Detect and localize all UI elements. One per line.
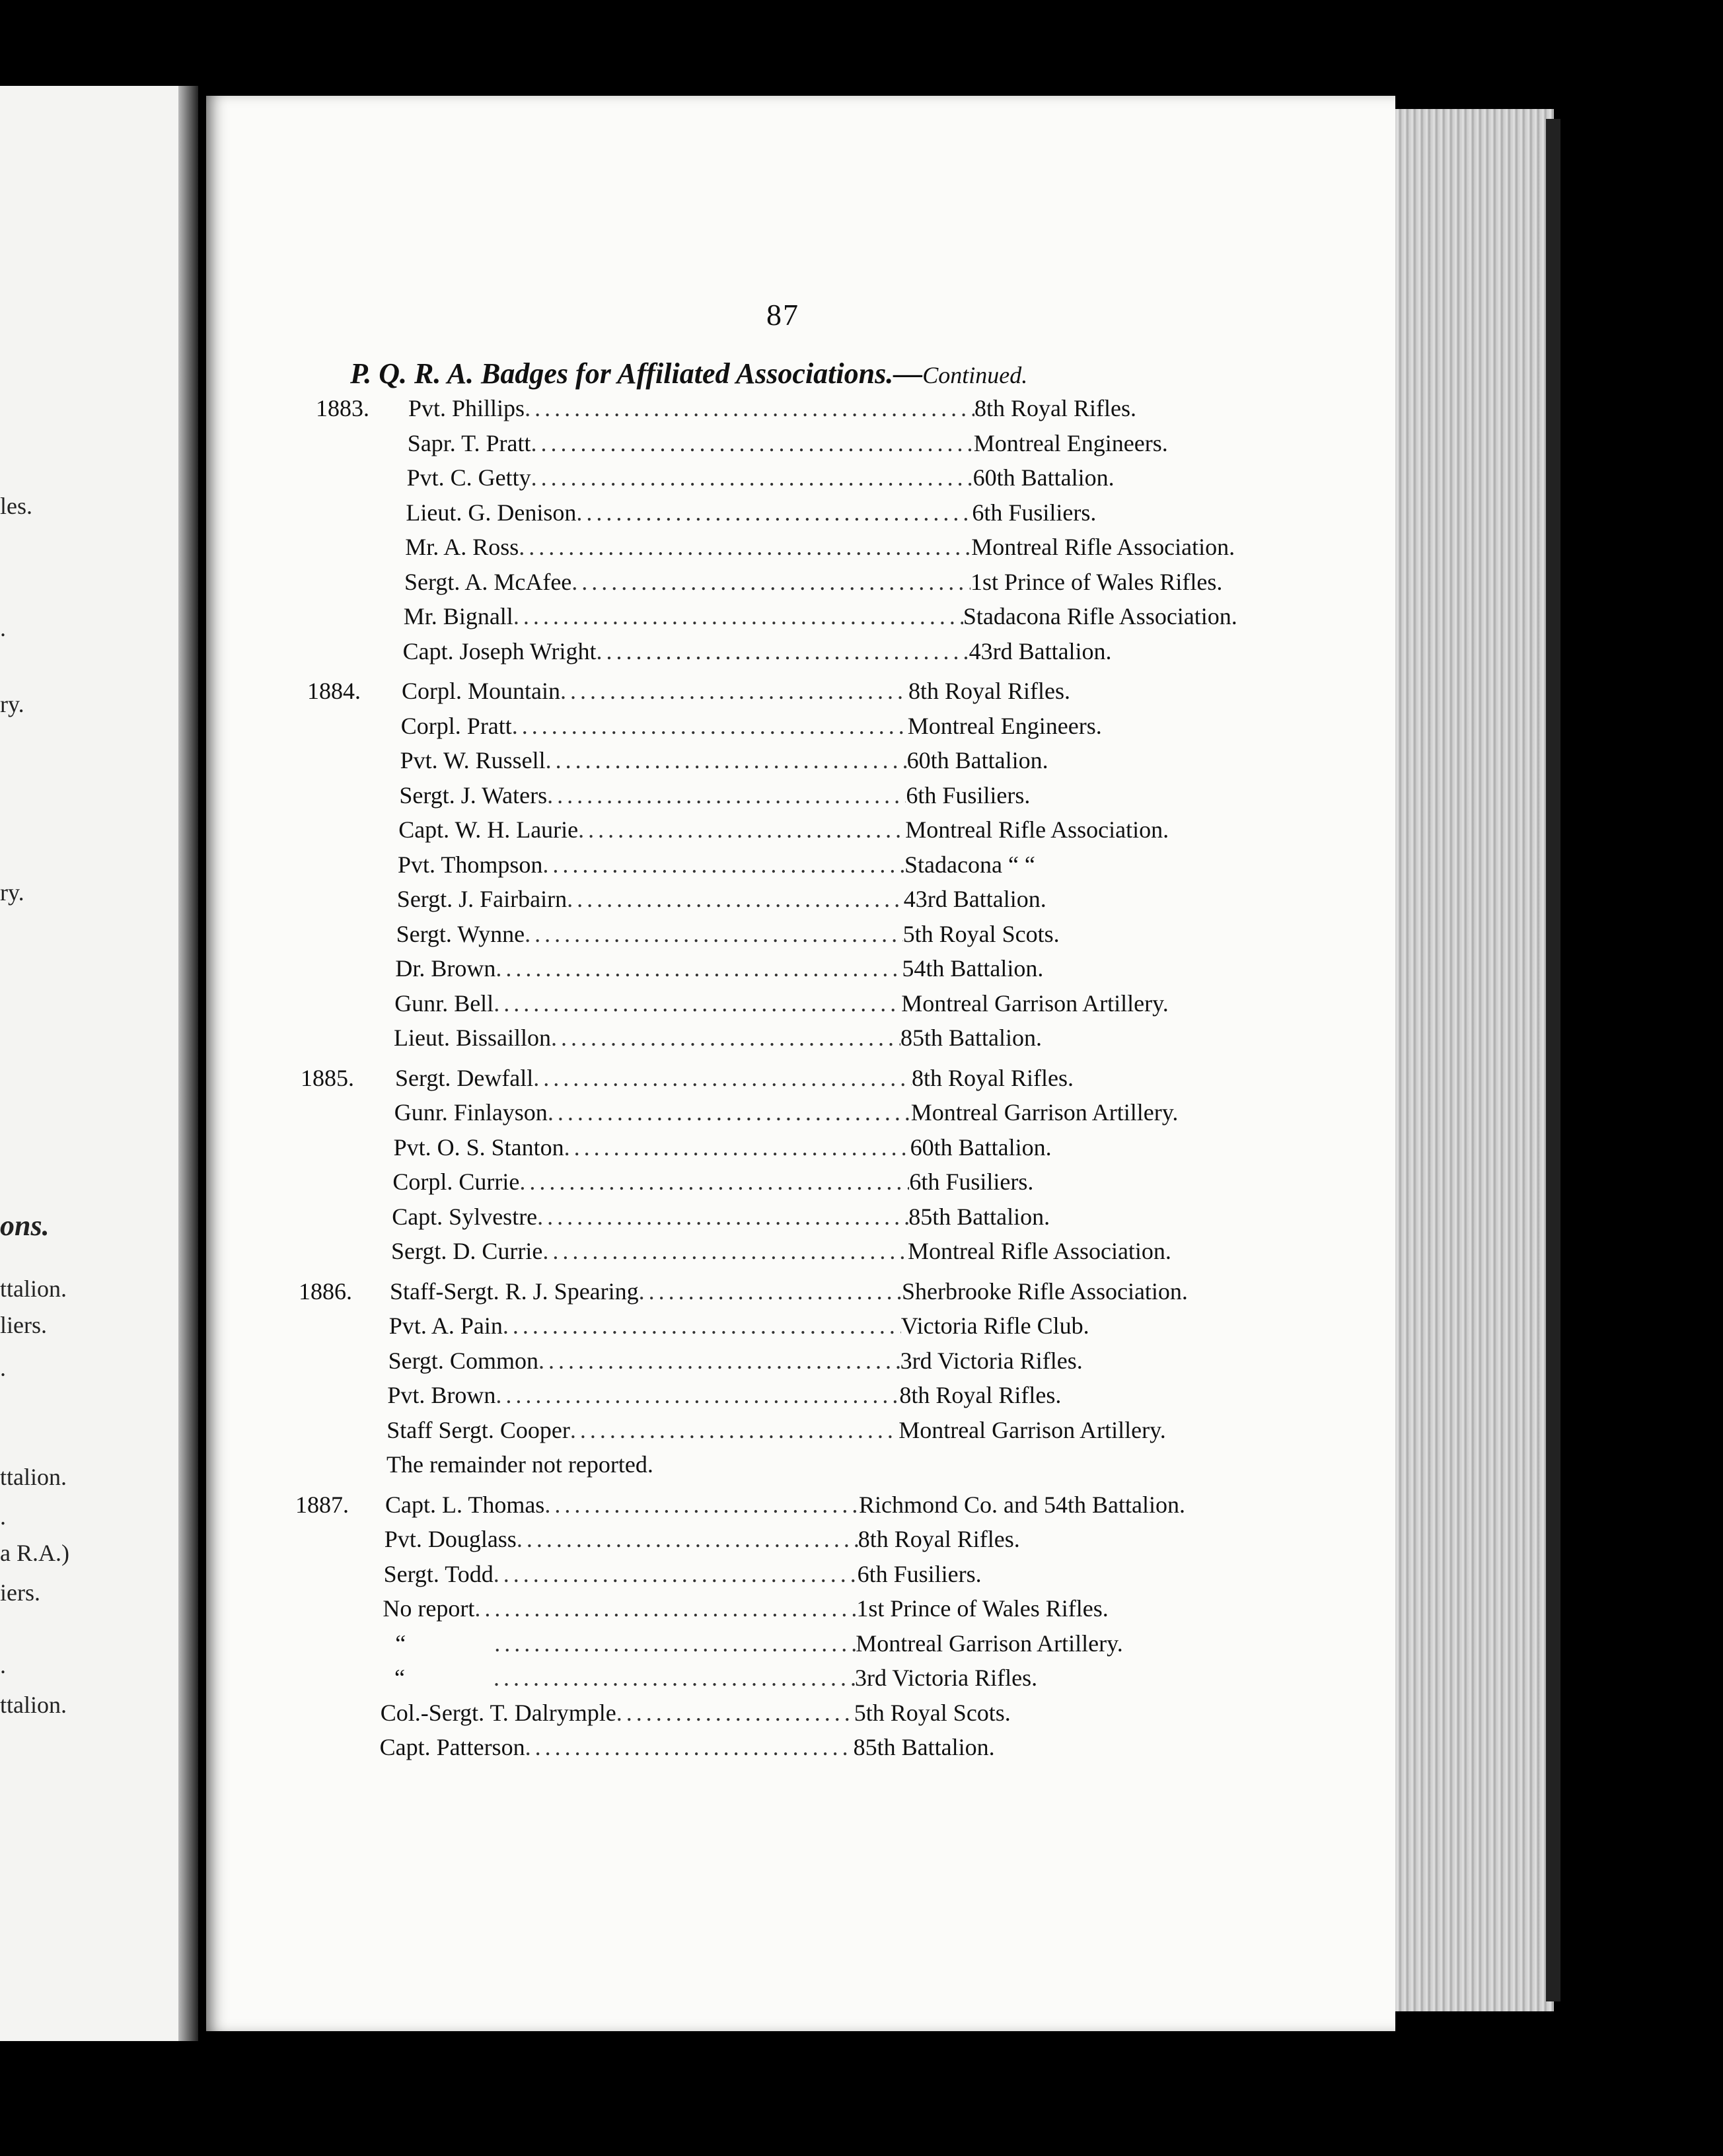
unit-name: Montreal Rifle Association. [971, 534, 1235, 560]
dot-leader [525, 1733, 854, 1761]
recipient-name: Sergt. J. Waters [399, 781, 548, 808]
dot-leader [596, 637, 969, 665]
year-label: 1886. [299, 1277, 352, 1305]
left-page-fragment: . [0, 1652, 6, 1678]
unit-name: 5th Royal Scots. [854, 1699, 1011, 1726]
book-cover-edge [1546, 119, 1560, 2001]
badge-entry [404, 568, 1238, 596]
dot-leader [548, 1098, 911, 1126]
unit-name: 8th Royal Rifles. [858, 1526, 1020, 1552]
dot-leader [537, 1203, 908, 1231]
dot-leader [542, 1237, 908, 1265]
recipient-name: Lieut. Bissaillon [394, 1024, 551, 1051]
dot-leader [517, 1525, 858, 1553]
recipient-name: Capt. L. Thomas [385, 1491, 545, 1518]
badge-entry [397, 885, 1237, 913]
recipient-name: No report [383, 1595, 475, 1622]
left-page-fragment: les. [0, 493, 32, 519]
page-number: 87 [766, 298, 799, 332]
dot-leader [547, 781, 906, 809]
dot-leader [519, 533, 971, 561]
dot-leader [571, 568, 971, 596]
recipient-name: Capt. Sylvestre [392, 1203, 538, 1230]
badge-entry [406, 499, 1239, 526]
unit-name: Montreal Engineers. [973, 429, 1168, 456]
badge-entry [388, 1347, 1241, 1375]
recipient-name: Mr. A. Ross [405, 534, 519, 560]
badge-entry [398, 851, 1238, 879]
unit-name: 8th Royal Rifles. [908, 678, 1070, 704]
recipient-name: Lieut. G. Denison [406, 499, 577, 526]
badge-entry [385, 1491, 1242, 1519]
badge-entry [400, 746, 1241, 774]
left-page [0, 86, 198, 2041]
badge-entry [394, 989, 1235, 1017]
unit-name: 8th Royal Rifles. [912, 1064, 1074, 1091]
badge-entry [401, 712, 1241, 740]
badge-entry [408, 394, 1242, 422]
left-page-fragment: a R.A.) [0, 1540, 69, 1566]
heading-title: P. Q. R. A. Badges for Affiliated Associations.— [350, 357, 923, 390]
dot-leader [495, 1381, 899, 1409]
recipient-name: Sergt. J. Fairbairn [396, 886, 568, 912]
recipient-name: Corpl. Pratt [400, 712, 512, 739]
badge-entry [395, 1064, 1242, 1092]
recipient-name: Staff-Sergt. R. J. Spearing [390, 1277, 639, 1305]
recipient-name: Gunr. Bell [394, 989, 494, 1017]
unit-name: Sherbrooke Rifle Association. [902, 1277, 1188, 1305]
unit-name: 85th Battalion. [853, 1734, 995, 1760]
recipient-name: Sergt. D. Currie [391, 1238, 543, 1264]
recipient-name: Corpl. Currie [392, 1168, 520, 1195]
unit-name: 54th Battalion. [902, 955, 1044, 982]
dot-leader [525, 920, 903, 948]
badge-entry [387, 1381, 1239, 1409]
unit-name: Montreal Garrison Artillery. [856, 1630, 1123, 1657]
unit-name: 3rd Victoria Rifles. [900, 1347, 1083, 1374]
badge-entry [385, 1525, 1241, 1553]
unit-name: 6th Fusiliers. [906, 781, 1031, 808]
unit-name: Montreal Garrison Artillery. [898, 1416, 1166, 1443]
dot-leader [616, 1699, 854, 1727]
badge-entry [394, 1024, 1234, 1052]
recipient-name: Sergt. Todd [383, 1560, 494, 1587]
dot-leader [564, 1133, 910, 1161]
recipient-name: Pvt. Phillips [408, 395, 525, 421]
unit-name: 5th Royal Scots. [902, 920, 1060, 947]
remainder-note: The remainder not reported. [386, 1451, 653, 1478]
dot-leader [503, 1312, 901, 1340]
unit-name: 6th Fusiliers. [972, 499, 1097, 526]
recipient-name: Staff Sergt. Cooper [386, 1416, 570, 1443]
badge-entry [382, 1630, 1239, 1657]
recipient-name: Sergt. Common [388, 1347, 538, 1374]
dot-leader [494, 1560, 858, 1588]
recipient-name: Pvt. A. Pain [388, 1312, 503, 1339]
unit-name: 43rd Battalion. [903, 886, 1046, 912]
badge-entry [405, 533, 1239, 561]
badge-entry [392, 1203, 1239, 1231]
recipient-name: Capt. W. H. Laurie [398, 816, 579, 843]
dot-leader [639, 1277, 902, 1305]
badge-entry [380, 1733, 1237, 1761]
badge-entry [386, 1416, 1239, 1444]
unit-name: Montreal Rifle Association. [908, 1238, 1171, 1264]
year-label: 1884. [307, 678, 361, 704]
dot-leader [567, 885, 904, 913]
badge-entry [381, 1699, 1237, 1727]
recipient-name: “ [394, 1665, 405, 1691]
unit-name: 8th Royal Rifles. [974, 395, 1136, 421]
page-fore-edge [1395, 109, 1554, 2011]
recipient-name: Dr. Brown [395, 955, 496, 982]
recipient-name: “ [395, 1630, 406, 1657]
recipient-name: Sergt. Wynne [396, 920, 525, 947]
unit-name: Montreal Engineers. [907, 712, 1102, 739]
left-page-fragment: ry. [0, 879, 24, 906]
badge-entry [390, 1277, 1242, 1305]
unit-name: Stadacona “ “ [904, 851, 1035, 878]
year-label: 1887. [295, 1491, 349, 1518]
recipient-name: Mr. Bignall [403, 603, 513, 629]
left-page-fragment: ttalion. [0, 1692, 67, 1718]
recipient-name: Pvt. Thompson [398, 851, 543, 878]
left-page-fragment: . [0, 1355, 6, 1381]
left-gutter [178, 86, 198, 2041]
unit-name: Montreal Garrison Artillery. [910, 1099, 1179, 1126]
dot-leader [578, 816, 905, 844]
unit-name: 3rd Victoria Rifles. [855, 1665, 1038, 1691]
dot-leader [531, 429, 973, 457]
dot-leader [531, 464, 973, 491]
unit-name: Montreal Garrison Artillery. [901, 989, 1169, 1017]
badge-entry [394, 1133, 1241, 1161]
recipient-name: Pvt. C. Getty [406, 464, 531, 491]
unit-name: Stadacona Rifle Association. [963, 603, 1237, 629]
recipient-name: Sapr. T. Pratt [407, 429, 531, 456]
unit-name: 6th Fusiliers. [857, 1560, 982, 1587]
dot-leader [544, 1491, 859, 1519]
unit-name: 85th Battalion. [908, 1203, 1050, 1230]
dot-leader [560, 677, 908, 705]
recipient-name: Sergt. A. McAfee [404, 568, 572, 595]
dot-leader [494, 1630, 856, 1657]
badge-entry [383, 1595, 1239, 1622]
dot-leader [519, 1168, 909, 1196]
recipient-name: Corpl. Mountain [402, 678, 560, 704]
dot-leader [576, 499, 972, 526]
dot-leader [512, 712, 908, 740]
dot-leader [551, 1024, 900, 1052]
badge-entry [389, 1312, 1241, 1340]
left-page-fragment: ons. [0, 1209, 50, 1242]
unit-name: 60th Battalion. [906, 747, 1048, 773]
badge-entry [394, 1098, 1241, 1126]
left-page-fragment: ttalion. [0, 1276, 67, 1302]
dot-leader [525, 394, 974, 422]
left-page-fragment: liers. [0, 1312, 47, 1338]
dot-leader [513, 602, 963, 630]
recipient-name: Capt. Patterson [379, 1734, 525, 1760]
badge-entry [402, 677, 1242, 705]
recipient-name: Sergt. Dewfall [395, 1064, 534, 1091]
left-page-fragment: ry. [0, 691, 24, 717]
section-heading [350, 357, 1027, 390]
recipient-name: Pvt. W. Russell [400, 747, 546, 773]
year-label: 1885. [301, 1064, 354, 1091]
recipient-name: Pvt. Brown [387, 1382, 496, 1408]
dot-leader [494, 989, 901, 1017]
unit-name: 85th Battalion. [900, 1024, 1042, 1051]
badge-entry [381, 1664, 1238, 1692]
badge-entry [391, 1237, 1238, 1265]
unit-name: 60th Battalion. [972, 464, 1115, 491]
left-page-fragment: iers. [0, 1579, 40, 1606]
unit-name: 8th Royal Rifles. [899, 1382, 1062, 1408]
recipient-name: Pvt. Douglass [384, 1526, 517, 1552]
unit-name: 1st Prince of Wales Rifles. [856, 1595, 1109, 1622]
dot-leader [495, 954, 902, 982]
left-page-fragment: ttalion. [0, 1464, 67, 1490]
unit-name: 43rd Battalion. [969, 637, 1112, 665]
dot-leader [570, 1416, 898, 1444]
dot-leader [474, 1595, 856, 1622]
recipient-name: Gunr. Finlayson [394, 1099, 548, 1126]
badge-entry [384, 1560, 1241, 1588]
badge-entry [396, 920, 1237, 948]
year-label: 1883. [316, 395, 369, 421]
badge-entry [408, 429, 1241, 457]
heading-continued: Continued. [922, 362, 1028, 388]
badge-entry [404, 602, 1237, 630]
badge-entry [407, 464, 1241, 491]
dot-leader [538, 1347, 900, 1375]
unit-name: 1st Prince of Wales Rifles. [971, 568, 1223, 595]
dot-leader [533, 1064, 912, 1092]
left-page-fragment: . [0, 1503, 6, 1530]
badge-entry [392, 1168, 1239, 1196]
recipient-name: Col.-Sergt. T. Dalrymple [380, 1699, 616, 1726]
unit-name: Richmond Co. and 54th Battalion. [859, 1491, 1185, 1518]
left-page-fragment: . [0, 615, 6, 641]
dot-leader [542, 851, 904, 879]
badge-entry [398, 816, 1239, 844]
badge-entry [395, 954, 1235, 982]
dot-leader [494, 1664, 855, 1692]
unit-name: 60th Battalion. [910, 1133, 1052, 1161]
badge-entry [399, 781, 1239, 809]
badge-entry [403, 637, 1237, 665]
recipient-name: Capt. Joseph Wright [402, 637, 597, 665]
unit-name: Victoria Rifle Club. [900, 1312, 1089, 1339]
unit-name: Montreal Rifle Association. [905, 816, 1169, 843]
unit-name: 6th Fusiliers. [909, 1168, 1034, 1195]
dot-leader [546, 746, 907, 774]
recipient-name: Pvt. O. S. Stanton [393, 1133, 564, 1161]
